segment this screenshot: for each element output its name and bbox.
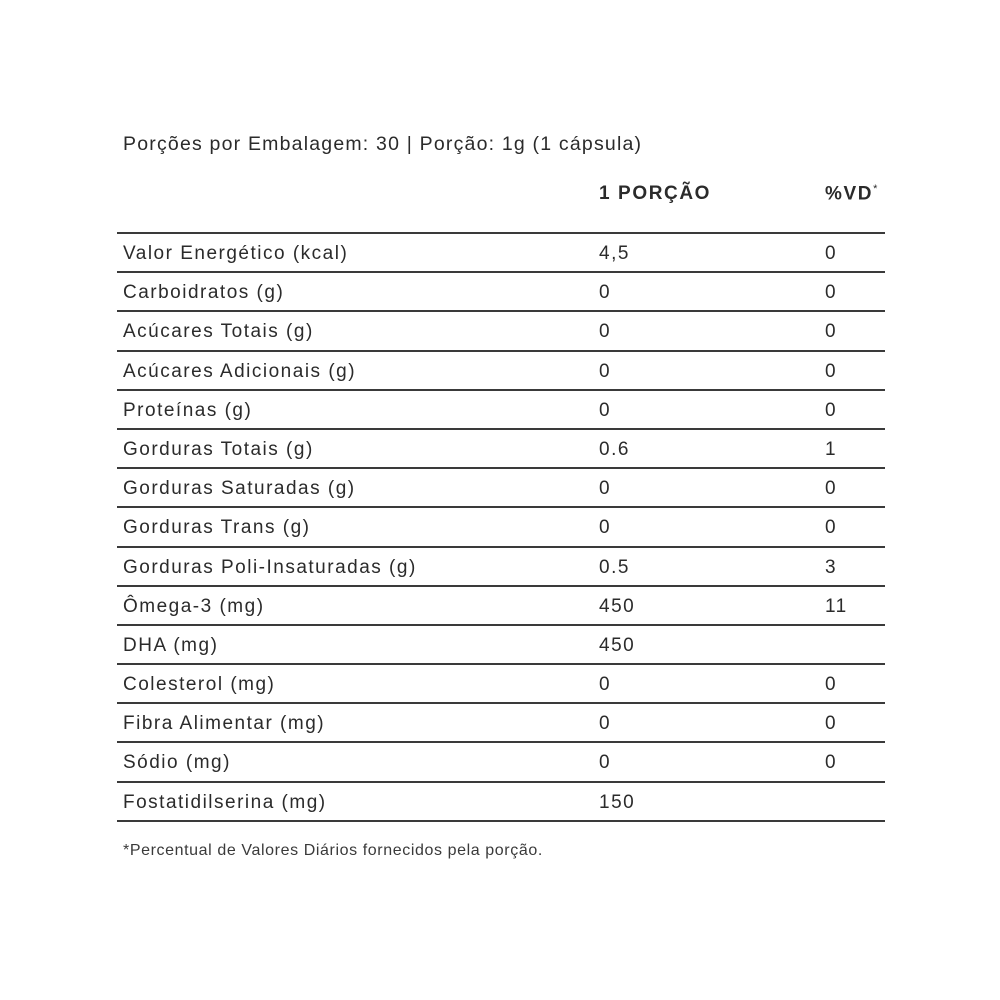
nutrient-name: Colesterol (mg)	[123, 674, 276, 696]
table-row	[117, 352, 885, 391]
daily-value-header-label: %VD	[825, 183, 874, 205]
table-row	[117, 469, 885, 508]
table-row	[117, 273, 885, 312]
nutrient-amount: 0.5	[599, 556, 630, 578]
nutrient-name: Gorduras Poli-Insaturadas (g)	[123, 556, 417, 578]
table-row	[117, 430, 885, 469]
nutrient-daily-value: 0	[825, 360, 838, 382]
nutrition-table	[117, 232, 885, 822]
nutrient-name: Carboidratos (g)	[123, 282, 285, 304]
nutrient-amount: 0	[599, 399, 612, 421]
nutrient-amount: 0	[599, 478, 612, 500]
table-row	[117, 312, 885, 351]
nutrient-amount: 450	[599, 595, 636, 617]
daily-value-column-header	[825, 183, 877, 205]
nutrient-name: Gorduras Trans (g)	[123, 517, 311, 539]
nutrient-daily-value: 0	[825, 674, 838, 696]
nutrient-daily-value: 0	[825, 713, 838, 735]
nutrient-amount: 0	[599, 517, 612, 539]
nutrient-daily-value: 0	[825, 243, 838, 264]
nutrient-amount: 4,5	[599, 243, 630, 264]
table-row	[117, 548, 885, 587]
nutrient-amount: 0.6	[599, 438, 630, 460]
nutrient-name: Gorduras Totais (g)	[123, 438, 314, 460]
nutrient-amount: 150	[599, 791, 636, 813]
nutrient-name: Fibra Alimentar (mg)	[123, 713, 326, 735]
nutrient-daily-value: 0	[825, 321, 838, 343]
table-row	[117, 626, 885, 665]
table-row	[117, 704, 885, 743]
nutrient-amount: 0	[599, 713, 612, 735]
nutrient-daily-value: 11	[825, 595, 848, 617]
nutrient-amount: 0	[599, 321, 612, 343]
nutrient-name: Fostatidilserina (mg)	[123, 791, 327, 813]
nutrient-name: Ômega-3 (mg)	[123, 595, 265, 617]
table-row	[117, 508, 885, 547]
table-row	[117, 665, 885, 704]
nutrient-name: Valor Energético (kcal)	[123, 243, 349, 264]
portion-column-header: 1 PORÇÃO	[599, 183, 712, 204]
nutrient-name: Gorduras Saturadas (g)	[123, 478, 356, 500]
nutrient-daily-value: 0	[825, 282, 838, 304]
nutrient-daily-value: 0	[825, 478, 838, 500]
nutrient-amount: 0	[599, 752, 612, 774]
nutrient-amount: 450	[599, 634, 636, 656]
nutrition-facts-panel	[117, 0, 885, 1000]
table-row	[117, 234, 885, 273]
table-row	[117, 743, 885, 782]
table-row	[117, 587, 885, 626]
nutrient-name: Sódio (mg)	[123, 752, 231, 774]
nutrient-daily-value: 0	[825, 517, 838, 539]
nutrient-daily-value: 0	[825, 752, 838, 774]
nutrient-amount: 0	[599, 282, 612, 304]
nutrient-amount: 0	[599, 674, 612, 696]
table-row	[117, 391, 885, 430]
table-row	[117, 783, 885, 822]
nutrient-name: DHA (mg)	[123, 634, 219, 656]
nutrient-amount: 0	[599, 360, 612, 382]
nutrient-daily-value: 1	[825, 438, 838, 460]
footnote: *Percentual de Valores Diários fornecidos pela porção.	[123, 842, 543, 859]
nutrient-daily-value: 0	[825, 399, 838, 421]
nutrient-name: Acúcares Adicionais (g)	[123, 360, 357, 382]
nutrient-name: Acúcares Totais (g)	[123, 321, 314, 343]
daily-value-asterisk: *	[873, 183, 878, 195]
serving-info: Porções por Embalagem: 30 | Porção: 1g (1 cápsula)	[123, 133, 643, 155]
nutrient-name: Proteínas (g)	[123, 399, 253, 421]
nutrient-daily-value: 3	[825, 556, 838, 578]
